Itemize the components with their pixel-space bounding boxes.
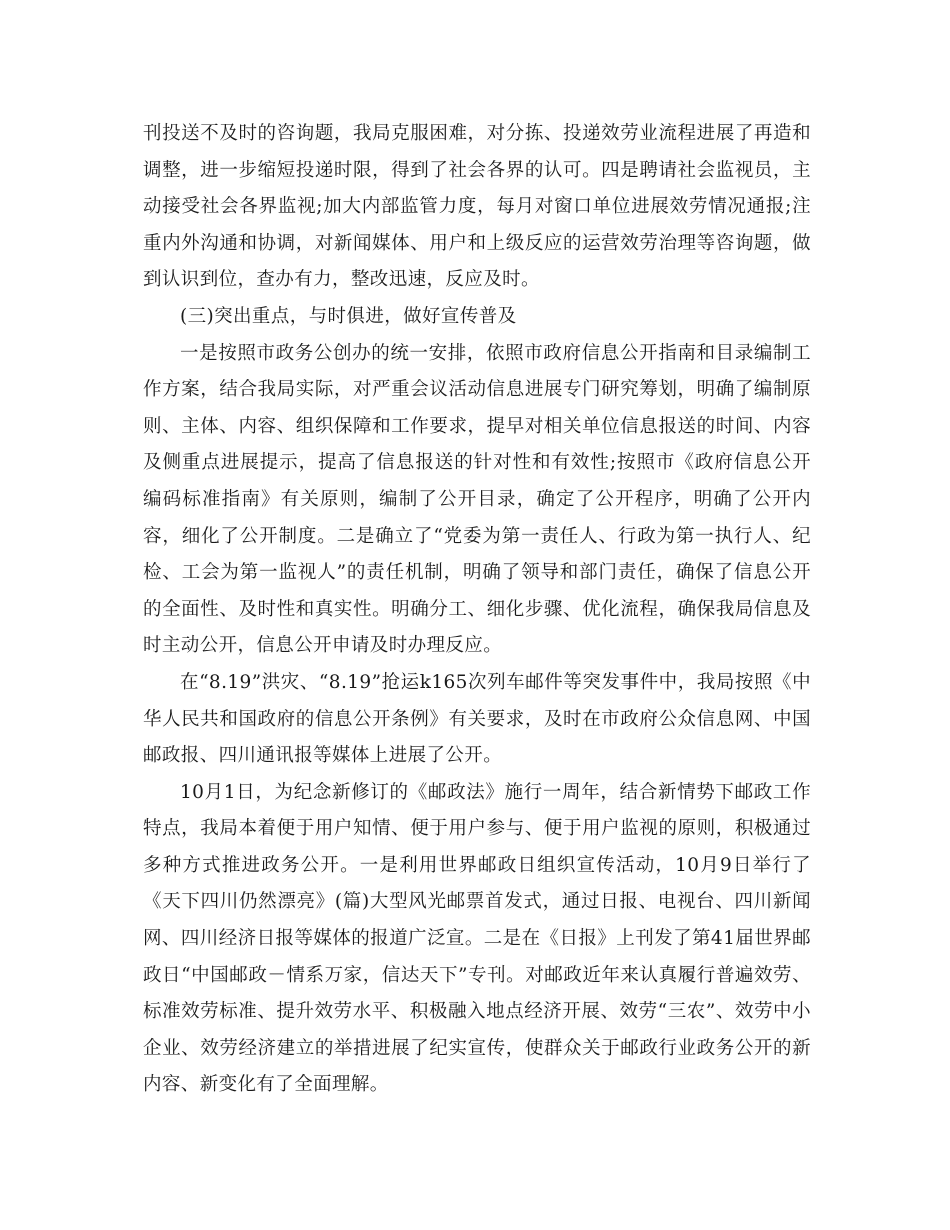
paragraph-postal-law-anniversary: 10月1日，为纪念新修订的《邮政法》施行一周年，结合新情势下邮政工作特点，我局本着便于用户知情、便于用户参与、便于用户监视的原则，积极通过多种方式推进政务公开。一是利用世界邮政日组织宣传活动，10月9日举行了《天下四川仍然漂亮》(篇)大型风光邮票首发式，通过日报、电视台、四川新闻网、四川经济日报等媒体的报道广泛宣。二是在《日报》上刊发了第41届世界邮政日“中国邮政－情系万家，信达天下”专刊。对邮政近年来认真履行普遍效劳、标准效劳标准、提升效劳水平、积极融入地点经济开展、效劳“三农”、效劳中小企业、效劳经济建立的举措进展了纪实宣传，使群众关于邮政行业政务公开的新内容、新变化有了全面理解。 [143,781,811,1096]
document-body [143,116,811,1104]
paragraph-service-supervision: 刊投送不及时的咨询题，我局克服困难，对分拣、投递效劳业流程进展了再造和调整，进一步缩短投递时限，得到了社会各界的认可。四是聘请社会监视员，主动接受社会各界监视;加大内部监管力度，每月对窗口单位进展效劳情况通报;注重内外沟通和协调，对新闻媒体、用户和上级反应的运营效劳治理等咨询题，做到认识到位，查办有力，整改迅速，反应及时。 [143,123,811,291]
section-heading-publicity: (三)突出重点，与时俱进，做好宣传普及 [180,305,517,327]
paragraph-emergency-disclosure: 在“8.19”洪灾、“8.19”抢运k165次列车邮件等突发事件中，我局按照《中华人民共和国政府的信息公开条例》有关要求，及时在市政府公众信息网、中国邮政报、四川通讯报等媒体上进展了公开。 [143,671,811,767]
paragraph-info-disclosure-plan: 一是按照市政务公创办的统一安排，依照市政府信息公开指南和目录编制工作方案，结合我局实际，对严重会议活动信息进展专门研究筹划，明确了编制原则、主体、内容、组织保障和工作要求，提早对相关单位信息报送的时间、内容及侧重点进展提示，提高了信息报送的针对性和有效性;按照市《政府信息公开编码标准指南》有关原则，编制了公开目录，确定了公开程序，明确了公开内容，细化了公开制度。二是确立了“党委为第一责任人、行政为第一执行人、纪检、工会为第一监视人”的责任机制，明确了领导和部门责任，确保了信息公开的全面性、及时性和真实性。明确分工、细化步骤、优化流程，确保我局信息及时主动公开，信息公开申请及时办理反应。 [143,342,811,657]
